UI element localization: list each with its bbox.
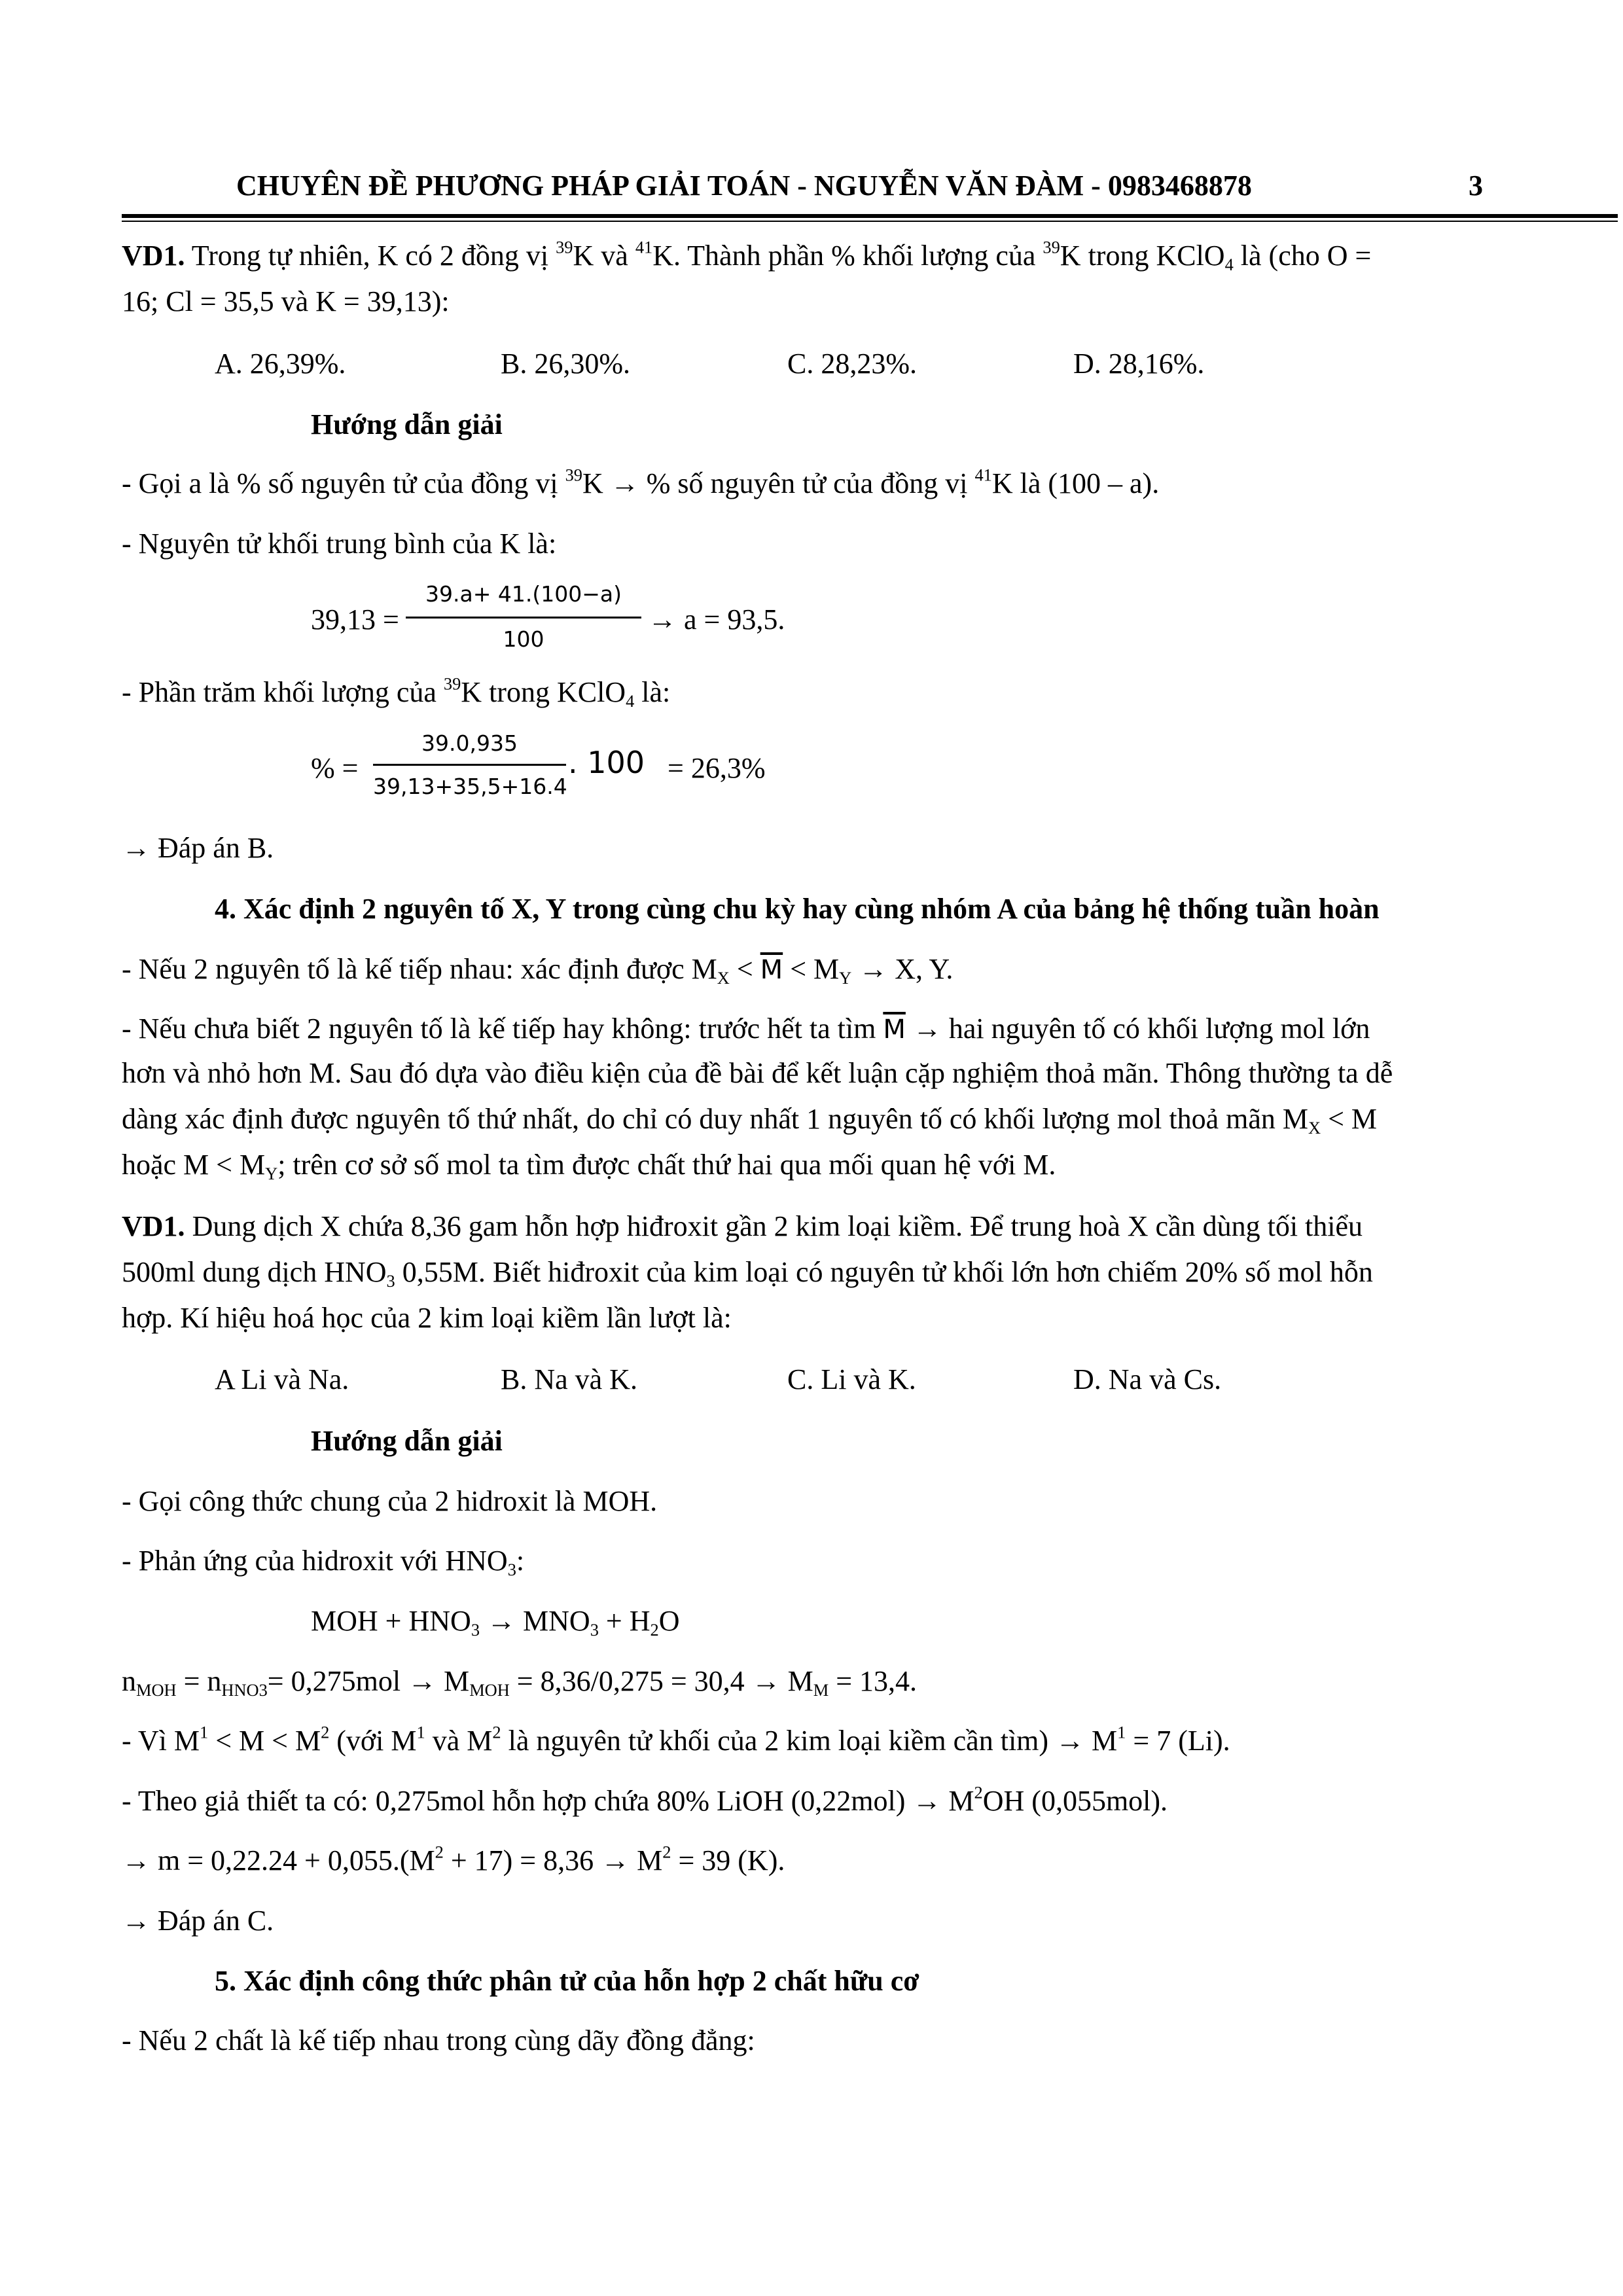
text: < M xyxy=(1321,1103,1378,1135)
sec4-title: 4. Xác định 2 nguyên tố X, Y trong cùng chu kỳ hay cùng nhóm A của bảng hệ thống tuần hoàn xyxy=(215,893,1380,925)
ex2-guide-title: Hướng dẫn giải xyxy=(311,1425,503,1457)
eq1-numerator: 39.a+ 41.(100−a) xyxy=(425,581,622,607)
text: OH (0,055mol). xyxy=(982,1785,1168,1817)
subscript: X xyxy=(1308,1117,1321,1138)
subscript: Y xyxy=(839,967,852,988)
sec4-para1 xyxy=(122,952,953,986)
text: K. Thành phần % khối lượng của xyxy=(652,240,1043,272)
text: là nguyên tử khối của 2 kim loại kiềm cần tìm) → M xyxy=(501,1725,1118,1757)
eq2-numerator: 39.0,935 xyxy=(421,730,518,756)
text: < M xyxy=(783,953,840,985)
sec4-para2-line2: hơn và nhỏ hơn M. Sau đó dựa vào điều kiện của đề bài để kết luận cặp nghiệm thoả mãn. Thông thường ta dễ xyxy=(122,1057,1393,1089)
text: K xyxy=(573,240,594,272)
ex1-question-line2: 16; Cl = 35,5 và K = 39,13): xyxy=(122,285,450,317)
ex1-label: VD1. xyxy=(122,240,185,272)
subscript: 4 xyxy=(626,691,635,711)
text: - Phản ứng của hidroxit với HNO xyxy=(122,1545,508,1577)
sec4-para2-line4 xyxy=(122,1148,1056,1181)
text: + 17) = 8,36 → M xyxy=(443,1844,663,1876)
text: = 7 (Li). xyxy=(1126,1725,1230,1757)
ex2-step6 xyxy=(122,1844,785,1877)
ex1-option-a: A. 26,39%. xyxy=(215,348,346,380)
header-rule xyxy=(122,214,1618,218)
ex2-label: VD1. xyxy=(122,1210,185,1242)
m-bar-symbol: $\overline{M}$ xyxy=(760,955,783,985)
superscript: 2 xyxy=(974,1782,983,1803)
subscript: MOH xyxy=(469,1679,510,1700)
superscript: 39 xyxy=(443,673,461,694)
eq1-fraction-bar xyxy=(406,617,641,619)
ex2-option-d: D. Na và Cs. xyxy=(1073,1363,1222,1395)
text: = n xyxy=(176,1665,222,1697)
ex1-question-line1 xyxy=(122,239,1371,272)
ex1-option-c: C. 28,23%. xyxy=(787,348,917,380)
text: n xyxy=(122,1665,136,1697)
text: = 8,36/0,275 = 30,4 → M xyxy=(509,1665,813,1697)
text: K → % số nguyên tử của đồng vị xyxy=(582,467,975,499)
text: - Phần trăm khối lượng của xyxy=(122,676,444,708)
superscript: 2 xyxy=(492,1722,501,1742)
subscript: 4 xyxy=(1224,254,1234,274)
text: = 39 (K). xyxy=(671,1844,785,1876)
ex1-option-b: B. 26,30%. xyxy=(501,348,630,380)
text: → X, Y. xyxy=(851,953,954,985)
text: - Gọi a là % số nguyên tử của đồng vị xyxy=(122,467,565,499)
superscript: 39 xyxy=(1043,237,1060,257)
superscript: 2 xyxy=(435,1842,444,1862)
text: K trong KClO xyxy=(1060,240,1225,272)
superscript: 2 xyxy=(662,1842,671,1862)
text: ; trên cơ sở số mol ta tìm được chất thứ hai qua mối quan hệ với M. xyxy=(277,1149,1056,1181)
ex2-answer: → Đáp án C. xyxy=(122,1905,274,1937)
ex1-step3 xyxy=(122,675,670,709)
ex2-reaction xyxy=(311,1604,680,1638)
subscript: 2 xyxy=(650,1619,659,1640)
m-bar-symbol: $\overline{M}$ xyxy=(883,1014,906,1045)
sec5-para1: - Nếu 2 chất là kế tiếp nhau trong cùng dãy đồng đẳng: xyxy=(122,2024,755,2056)
text: → MNO xyxy=(480,1605,590,1637)
subscript: MOH xyxy=(136,1679,177,1700)
text: = 0,275mol → M xyxy=(267,1665,470,1697)
ex2-option-b: B. Na và K. xyxy=(501,1363,637,1395)
text: 0,55M. Biết hiđroxit của kim loại có nguyên tử khối lớn hơn chiếm 20% số mol hỗn xyxy=(395,1256,1373,1288)
text: < xyxy=(729,953,760,985)
ex1-step2: - Nguyên tử khối trung bình của K là: xyxy=(122,528,557,560)
text: - Vì M xyxy=(122,1725,200,1757)
text: = 13,4. xyxy=(829,1665,918,1697)
header-title: CHUYÊN ĐỀ PHƯƠNG PHÁP GIẢI TOÁN - NGUYỄN VĂN ĐÀM - 0983468878 xyxy=(236,170,1252,202)
text: dàng xác định được nguyên tố thứ nhất, do chỉ có duy nhất 1 nguyên tố có khối lượng mol thoả mãn M xyxy=(122,1103,1309,1135)
superscript: 39 xyxy=(556,237,573,257)
eq2-multiplier: . 100 xyxy=(568,745,645,780)
sec4-para2-line1 xyxy=(122,1012,1370,1045)
text: Trong tự nhiên, K có 2 đồng vị xyxy=(185,240,556,272)
subscript: 3 xyxy=(471,1619,480,1640)
text: → m = 0,22.24 + 0,055.(M xyxy=(122,1844,435,1876)
text: hoặc M < M xyxy=(122,1149,266,1181)
ex2-step5 xyxy=(122,1784,1168,1818)
subscript: 3 xyxy=(386,1270,395,1291)
text: là (cho O = xyxy=(1233,240,1372,272)
ex2-question-line1 xyxy=(122,1210,1363,1243)
text: (với M xyxy=(329,1725,417,1757)
superscript: 1 xyxy=(199,1722,209,1742)
ex2-question-line3: hợp. Kí hiệu hoá học của 2 kim loại kiềm lần lượt là: xyxy=(122,1302,732,1334)
eq1-denominator: 100 xyxy=(503,626,544,652)
header-rule-thin xyxy=(122,221,1618,222)
superscript: 2 xyxy=(321,1722,330,1742)
ex2-step1: - Gọi công thức chung của 2 hidroxit là MOH. xyxy=(122,1485,658,1517)
text: - Nếu chưa biết 2 nguyên tố là kế tiếp hay không: trước hết ta tìm xyxy=(122,1013,883,1045)
ex2-option-c: C. Li và K. xyxy=(787,1363,916,1395)
text: - Theo giả thiết ta có: 0,275mol hỗn hợp chứa 80% LiOH (0,22mol) → M xyxy=(122,1785,974,1817)
ex1-guide-title: Hướng dẫn giải xyxy=(311,408,503,440)
text: < M < M xyxy=(208,1725,321,1757)
ex2-step4 xyxy=(122,1724,1230,1757)
sec5-title: 5. Xác định công thức phân tử của hỗn hợp 2 chất hữu cơ xyxy=(215,1965,919,1997)
text: O xyxy=(658,1605,680,1637)
eq2-fraction-bar xyxy=(373,764,566,766)
subscript: HNO3 xyxy=(221,1679,268,1700)
superscript: 1 xyxy=(416,1722,425,1742)
text: : xyxy=(516,1545,525,1577)
text: và xyxy=(594,240,635,272)
subscript: M xyxy=(813,1679,829,1700)
sec4-para2-line3 xyxy=(122,1102,1377,1136)
text: là: xyxy=(634,676,671,708)
eq1-lhs: 39,13 = xyxy=(311,603,399,636)
ex1-answer: → Đáp án B. xyxy=(122,832,274,864)
text: MOH + HNO xyxy=(311,1605,471,1637)
text: và M xyxy=(425,1725,493,1757)
ex1-option-d: D. 28,16%. xyxy=(1073,348,1205,380)
text: Dung dịch X chứa 8,36 gam hỗn hợp hiđroxit gần 2 kim loại kiềm. Để trung hoà X cần dùng tối thiểu xyxy=(185,1210,1363,1242)
eq2-lhs: % = xyxy=(311,752,359,784)
text: - Nếu 2 nguyên tố là kế tiếp nhau: xác định được M xyxy=(122,953,717,985)
superscript: 41 xyxy=(635,237,653,257)
superscript: 41 xyxy=(974,465,992,485)
ex2-step3 xyxy=(122,1664,917,1698)
ex2-question-line2 xyxy=(122,1255,1373,1289)
eq2-rhs: = 26,3% xyxy=(668,752,766,784)
text: 500ml dung dịch HNO xyxy=(122,1256,387,1288)
eq2-denominator: 39,13+35,5+16.4 xyxy=(373,774,567,799)
subscript: X xyxy=(717,967,730,988)
subscript: 3 xyxy=(590,1619,599,1640)
page-number: 3 xyxy=(1469,170,1483,202)
superscript: 39 xyxy=(565,465,582,485)
page-header xyxy=(122,169,1525,208)
eq1-rhs: → a = 93,5. xyxy=(648,603,785,636)
superscript: 1 xyxy=(1117,1722,1126,1742)
text: K là (100 – a). xyxy=(991,467,1160,499)
ex2-option-a: A Li và Na. xyxy=(215,1363,349,1395)
text: K trong KClO xyxy=(461,676,626,708)
subscript: Y xyxy=(265,1163,278,1183)
text: + H xyxy=(598,1605,651,1637)
text: → hai nguyên tố có khối lượng mol lớn xyxy=(905,1013,1370,1045)
ex2-step2 xyxy=(122,1544,524,1577)
ex1-step1 xyxy=(122,467,1159,500)
subscript: 3 xyxy=(507,1559,516,1579)
